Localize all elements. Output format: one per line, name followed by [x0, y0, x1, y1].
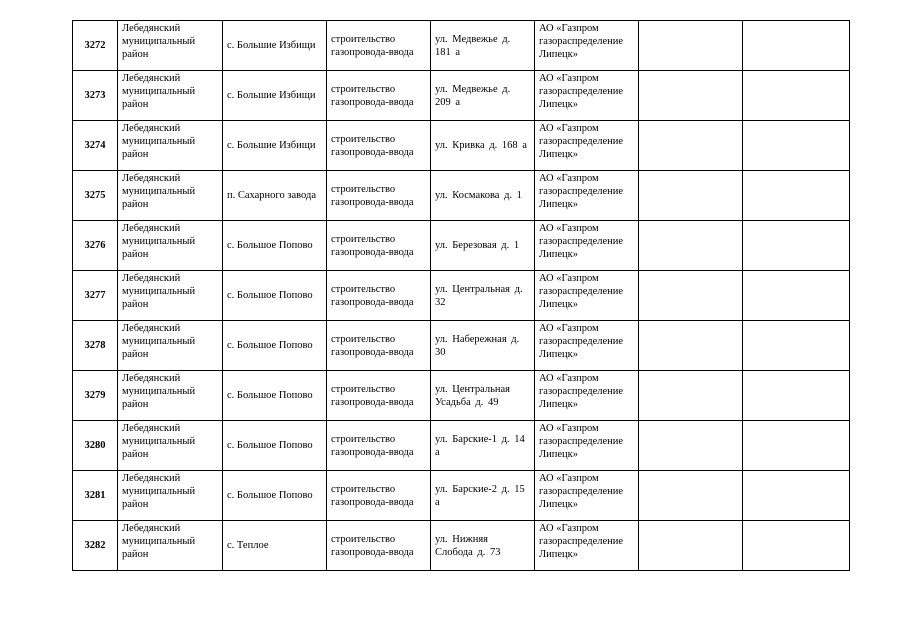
empty-cell [743, 421, 850, 471]
work-type-cell: строительство газопровода-ввода [327, 321, 431, 371]
organization-cell: АО «Газпром газораспределение Липецк» [535, 371, 639, 421]
district-cell: Лебедянский муниципальный район [118, 421, 223, 471]
village-cell: с. Большое Попово [223, 271, 327, 321]
organization-cell: АО «Газпром газораспределение Липецк» [535, 221, 639, 271]
district-cell: Лебедянский муниципальный район [118, 271, 223, 321]
address-cell: ул. Медвежье д. 181 а [431, 21, 535, 71]
row-number: 3275 [73, 171, 118, 221]
organization-cell: АО «Газпром газораспределение Липецк» [535, 71, 639, 121]
district-cell: Лебедянский муниципальный район [118, 71, 223, 121]
empty-cell [639, 421, 743, 471]
empty-cell [639, 121, 743, 171]
organization-cell: АО «Газпром газораспределение Липецк» [535, 421, 639, 471]
row-number: 3274 [73, 121, 118, 171]
table-row [73, 221, 850, 271]
address-cell: ул. Центральная д. 32 [431, 271, 535, 321]
district-cell: Лебедянский муниципальный район [118, 471, 223, 521]
address-cell: ул. Набережная д. 30 [431, 321, 535, 371]
row-number: 3279 [73, 371, 118, 421]
address-cell: ул. Космакова д. 1 [431, 171, 535, 221]
row-number: 3282 [73, 521, 118, 571]
district-cell: Лебедянский муниципальный район [118, 521, 223, 571]
village-cell: с. Большое Попово [223, 221, 327, 271]
address-cell: ул. Кривка д. 168 а [431, 121, 535, 171]
village-cell: с. Большие Избищи [223, 21, 327, 71]
village-cell: с. Большое Попово [223, 421, 327, 471]
organization-cell: АО «Газпром газораспределение Липецк» [535, 271, 639, 321]
organization-cell: АО «Газпром газораспределение Липецк» [535, 321, 639, 371]
work-type-cell: строительство газопровода-ввода [327, 171, 431, 221]
empty-cell [743, 471, 850, 521]
table-row [73, 471, 850, 521]
empty-cell [743, 121, 850, 171]
row-number: 3276 [73, 221, 118, 271]
address-cell: ул. Березовая д. 1 [431, 221, 535, 271]
empty-cell [639, 271, 743, 321]
district-cell: Лебедянский муниципальный район [118, 121, 223, 171]
district-cell: Лебедянский муниципальный район [118, 321, 223, 371]
empty-cell [639, 321, 743, 371]
work-type-cell: строительство газопровода-ввода [327, 371, 431, 421]
row-number: 3280 [73, 421, 118, 471]
table-body [73, 21, 850, 571]
empty-cell [639, 371, 743, 421]
table-row [73, 321, 850, 371]
empty-cell [743, 71, 850, 121]
table-row [73, 71, 850, 121]
table-row [73, 171, 850, 221]
address-cell: ул. Барские-2 д. 15 а [431, 471, 535, 521]
district-cell: Лебедянский муниципальный район [118, 371, 223, 421]
empty-cell [743, 521, 850, 571]
village-cell: п. Сахарного завода [223, 171, 327, 221]
table-row [73, 21, 850, 71]
work-type-cell: строительство газопровода-ввода [327, 121, 431, 171]
village-cell: с. Большое Попово [223, 371, 327, 421]
village-cell: с. Большое Попово [223, 471, 327, 521]
gas-pipeline-table [72, 20, 850, 571]
organization-cell: АО «Газпром газораспределение Липецк» [535, 521, 639, 571]
work-type-cell: строительство газопровода-ввода [327, 421, 431, 471]
empty-cell [639, 71, 743, 121]
empty-cell [639, 471, 743, 521]
work-type-cell: строительство газопровода-ввода [327, 271, 431, 321]
table-row [73, 271, 850, 321]
row-number: 3278 [73, 321, 118, 371]
address-cell: ул. Центральная Усадьба д. 49 [431, 371, 535, 421]
work-type-cell: строительство газопровода-ввода [327, 71, 431, 121]
empty-cell [743, 221, 850, 271]
work-type-cell: строительство газопровода-ввода [327, 521, 431, 571]
table-row [73, 521, 850, 571]
village-cell: с. Большое Попово [223, 321, 327, 371]
empty-cell [639, 221, 743, 271]
organization-cell: АО «Газпром газораспределение Липецк» [535, 471, 639, 521]
empty-cell [743, 271, 850, 321]
organization-cell: АО «Газпром газораспределение Липецк» [535, 21, 639, 71]
village-cell: с. Большие Избищи [223, 71, 327, 121]
table-row [73, 371, 850, 421]
empty-cell [639, 21, 743, 71]
address-cell: ул. Нижняя Слобода д. 73 [431, 521, 535, 571]
row-number: 3273 [73, 71, 118, 121]
work-type-cell: строительство газопровода-ввода [327, 21, 431, 71]
row-number: 3272 [73, 21, 118, 71]
table-row [73, 121, 850, 171]
empty-cell [639, 171, 743, 221]
address-cell: ул. Барские-1 д. 14 а [431, 421, 535, 471]
village-cell: с. Теплое [223, 521, 327, 571]
district-cell: Лебедянский муниципальный район [118, 21, 223, 71]
organization-cell: АО «Газпром газораспределение Липецк» [535, 171, 639, 221]
district-cell: Лебедянский муниципальный район [118, 221, 223, 271]
empty-cell [743, 171, 850, 221]
empty-cell [639, 521, 743, 571]
work-type-cell: строительство газопровода-ввода [327, 471, 431, 521]
village-cell: с. Большие Избищи [223, 121, 327, 171]
row-number: 3277 [73, 271, 118, 321]
empty-cell [743, 371, 850, 421]
empty-cell [743, 321, 850, 371]
district-cell: Лебедянский муниципальный район [118, 171, 223, 221]
row-number: 3281 [73, 471, 118, 521]
empty-cell [743, 21, 850, 71]
work-type-cell: строительство газопровода-ввода [327, 221, 431, 271]
table-row [73, 421, 850, 471]
organization-cell: АО «Газпром газораспределение Липецк» [535, 121, 639, 171]
address-cell: ул. Медвежье д. 209 а [431, 71, 535, 121]
